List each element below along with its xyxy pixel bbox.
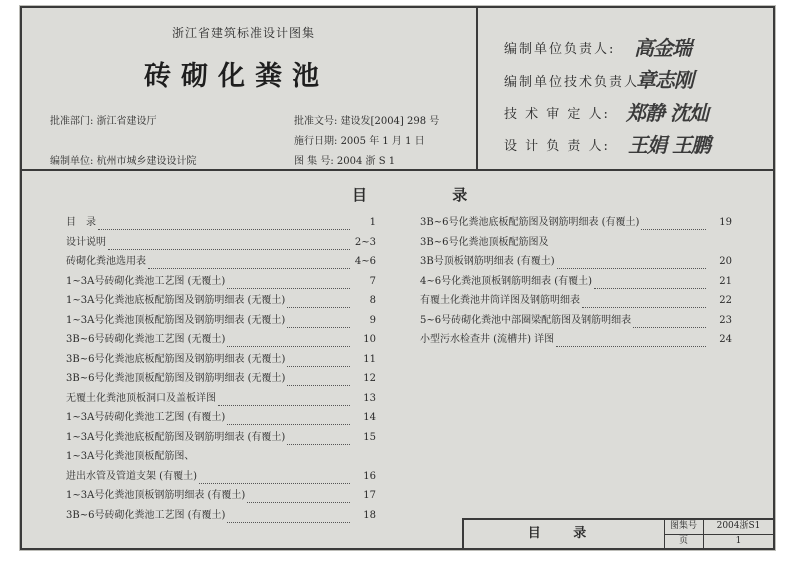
toc-leader-dots <box>227 279 350 289</box>
effective-date <box>294 132 425 147</box>
signature-row-designer <box>504 135 610 154</box>
atlas-number-label: 图 集 号: <box>294 156 334 167</box>
toc-entry-page: 4~6 <box>354 256 376 267</box>
toc-entry-title: 进出水管及管道支架 (有覆土) <box>66 470 197 482</box>
toc-entry <box>66 236 376 250</box>
toc-entry-title: 1~3A号化粪池顶板钢筋明细表 (有覆土) <box>66 490 246 501</box>
header-left-panel <box>22 8 478 169</box>
toc-entry-title: 砖砌化粪池选用表 <box>66 256 146 267</box>
toc-leader-dots <box>633 318 706 328</box>
toc-entry <box>420 294 732 308</box>
compile-unit-label: 编制单位: <box>50 156 94 167</box>
toc-leader-dots <box>287 357 350 367</box>
toc-leader-dots <box>148 259 350 269</box>
atlas-no-label-cell: 图集号 <box>664 520 704 534</box>
toc-entry-page: 15 <box>363 431 376 443</box>
atlas-no-cell: 2004浙S1 <box>716 521 761 531</box>
toc-entry <box>66 333 376 347</box>
toc-entry <box>66 450 376 464</box>
toc-entry-page: 16 <box>363 470 376 482</box>
signature-label: 编制单位技术负责人: <box>504 75 646 90</box>
toc-leader-dots <box>557 259 706 269</box>
atlas-number-value: 2004 浙 S 1 <box>336 156 396 167</box>
toc-leader-dots <box>287 435 350 445</box>
toc-entry-title: 1~3A号化粪池底板配筋图及钢筋明细表 (无覆土) <box>66 295 286 306</box>
toc-entry <box>66 509 376 523</box>
toc-entry-title: 3B~6号化粪池底板配筋图及钢筋明细表 (有覆土) <box>420 217 640 228</box>
signature-row-reviewer <box>504 103 610 122</box>
header-divider <box>22 169 773 171</box>
handwritten-signature: 章志刚 <box>636 68 693 92</box>
toc-entry <box>66 353 376 367</box>
toc-entry <box>420 333 732 347</box>
signature-label: 技 术 审 定 人: <box>504 107 610 122</box>
toc-entry-page: 2~3 <box>354 236 376 248</box>
toc-entry-page: 19 <box>719 217 732 228</box>
approval-doc <box>294 112 439 127</box>
toc-leader-dots <box>594 279 706 289</box>
page-label-cell: 页 <box>664 535 704 548</box>
toc-leader-dots <box>227 415 350 425</box>
toc-entry-page: 8 <box>369 295 376 306</box>
toc-entry <box>66 411 376 425</box>
approval-dept-value: 浙江省建设厅 <box>96 116 157 127</box>
approval-dept <box>50 112 157 127</box>
toc-entry-page: 22 <box>719 295 732 306</box>
signature-label: 设 计 负 责 人: <box>504 139 610 154</box>
approval-doc-label: 批准文号: <box>294 116 338 127</box>
compile-unit <box>50 152 197 167</box>
toc-entry <box>66 294 376 308</box>
toc-entry <box>66 314 376 328</box>
toc-entry-page: 24 <box>719 334 732 345</box>
toc-entry-page: 20 <box>719 256 732 267</box>
toc-entry-title: 3B~6号化粪池底板配筋图及钢筋明细表 (无覆土) <box>66 353 286 365</box>
toc-entry <box>66 275 376 289</box>
toc-leader-dots <box>582 298 706 308</box>
toc-leader-dots <box>641 220 706 230</box>
approval-doc-value: 建设发[2004] 298 号 <box>340 116 440 127</box>
toc-entry <box>66 489 376 503</box>
toc-entry-title: 3B~6号砖砌化粪池工艺图 (有覆土) <box>66 509 226 521</box>
toc-entry-title: 无覆土化粪池顶板洞口及盖板详图 <box>66 392 216 404</box>
toc-entry-title: 4~6号化粪池顶板钢筋明细表 (有覆土) <box>420 275 593 287</box>
toc-entry-title: 3B号顶板钢筋明细表 (有覆土) <box>420 256 555 267</box>
toc-entry-title: 1~3A号化粪池底板配筋图及钢筋明细表 (有覆土) <box>66 431 286 443</box>
toc-entry-page: 13 <box>363 392 376 404</box>
title-block <box>462 518 773 548</box>
toc-entry-title: 1~3A号化粪池顶板配筋图、 <box>66 451 195 462</box>
toc-entry-title: 3B~6号化粪池顶板配筋图及钢筋明细表 (无覆土) <box>66 373 286 384</box>
toc-entry-title: 1~3A号砖砌化粪池工艺图 (有覆土) <box>66 412 226 423</box>
effective-date-value: 2005 年 1 月 1 日 <box>340 136 425 147</box>
toc-entry-page: 11 <box>363 353 376 365</box>
toc-entry-page: 23 <box>719 314 732 326</box>
toc-leader-dots <box>227 513 350 523</box>
handwritten-signature: 郑静 沈灿 <box>626 101 708 125</box>
toc-entry <box>66 216 376 230</box>
series-name: 浙江省建筑标准设计图集 <box>172 26 316 40</box>
toc-entry <box>420 275 732 289</box>
toc-leader-dots <box>287 318 350 328</box>
toc-leader-dots <box>287 298 350 308</box>
toc-entry <box>66 372 376 386</box>
toc-entry-page: 17 <box>363 490 376 501</box>
toc-entry <box>66 431 376 445</box>
toc-entry-page: 1 <box>369 217 376 228</box>
toc-leader-dots <box>287 376 350 386</box>
handwritten-signature: 王娟 王鹏 <box>628 133 710 157</box>
toc-entry-title: 小型污水检查井 (流槽井) 详图 <box>420 334 555 345</box>
toc-entry-title: 3B~6号化粪池顶板配筋图及 <box>420 236 549 248</box>
toc-entry-page: 21 <box>719 275 732 287</box>
toc-entry-page: 18 <box>363 509 376 521</box>
toc-leader-dots <box>227 337 350 347</box>
toc-leader-dots <box>247 493 350 503</box>
toc-entry-title: 5~6号砖砌化粪池中部圈梁配筋图及钢筋明细表 <box>420 314 632 326</box>
signature-panel <box>476 8 773 169</box>
signature-label: 编制单位负责人: <box>504 42 616 57</box>
toc-entry <box>420 255 732 269</box>
toc-title-text: 目 录 <box>352 186 508 204</box>
handwritten-signature: 高金瑞 <box>634 36 691 60</box>
toc-entry-title: 1~3A号砖砌化粪池工艺图 (无覆土) <box>66 275 226 287</box>
toc-leader-dots <box>556 337 706 347</box>
toc-entry <box>420 314 732 328</box>
toc-entry-page: 12 <box>363 373 376 384</box>
signature-row-unit-head <box>504 38 615 57</box>
toc-entry-page: 10 <box>363 334 376 345</box>
page-number-cell: 1 <box>735 536 742 546</box>
approval-dept-label: 批准部门: <box>50 116 94 127</box>
toc-entry <box>66 255 376 269</box>
toc-entry-title: 目 录 <box>66 217 96 228</box>
toc-entry-page: 7 <box>369 275 376 287</box>
toc-entry-title: 设计说明 <box>66 236 106 248</box>
atlas-number <box>294 152 395 167</box>
toc-entry <box>66 470 376 484</box>
toc-leader-dots <box>108 240 350 250</box>
toc-entry <box>66 392 376 406</box>
toc-entry-page: 14 <box>363 412 376 423</box>
drawing-sheet <box>20 6 775 550</box>
toc-leader-dots <box>199 474 350 484</box>
toc-entry <box>420 236 732 250</box>
atlas-title: 砖砌化粪池 <box>144 61 329 92</box>
signature-row-tech-head <box>504 71 645 90</box>
toc-leader-dots <box>98 220 350 230</box>
toc-entry-title: 3B~6号砖砌化粪池工艺图 (无覆土) <box>66 334 226 345</box>
toc-entry-title: 1~3A号化粪池顶板配筋图及钢筋明细表 (无覆土) <box>66 314 286 326</box>
effective-date-label: 施行日期: <box>294 136 338 147</box>
toc-leader-dots <box>218 396 350 406</box>
compile-unit-value: 杭州市城乡建设设计院 <box>96 156 197 167</box>
toc-entry <box>420 216 732 230</box>
title-block-name: 目 录 <box>464 520 665 548</box>
toc-entry-title: 有覆土化粪池井筒详图及钢筋明细表 <box>420 295 580 306</box>
toc-title <box>352 184 507 205</box>
toc-entry-page: 9 <box>369 314 376 326</box>
